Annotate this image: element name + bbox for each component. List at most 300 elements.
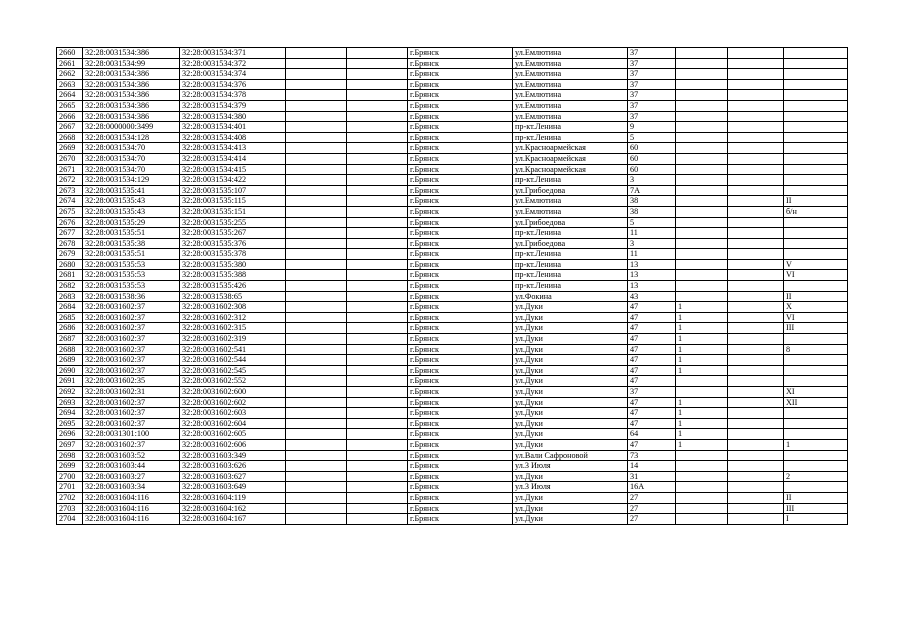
cell-premises-number [784,90,848,101]
cell-row-number: 2696 [57,429,83,440]
cell-city: г.Брянск [408,312,513,323]
cell-blank-cell-c [728,461,784,472]
cell-blank-cell-c [728,185,784,196]
cell-blank-cell-a [286,249,347,260]
cell-street: пр-кт.Ленина [513,249,628,260]
cell-cadastral-number: 32:28:0031602:312 [180,312,286,323]
cell-premises-number: III [784,323,848,334]
cell-cadastral-number: 32:28:0031603:627 [180,471,286,482]
cell-parent-cadastral-number: 32:28:0031602:37 [83,355,180,366]
cell-blank-cell-a [286,153,347,164]
table-row [57,100,848,111]
cell-premises-number [784,100,848,111]
cell-row-number: 2675 [57,206,83,217]
cell-building-number [676,48,728,59]
cell-blank-cell-a [286,344,347,355]
cell-cadastral-number: 32:28:0031604:119 [180,492,286,503]
cell-house-number: 47 [628,334,676,345]
cell-building-number [676,132,728,143]
cell-blank-cell-b [347,58,408,69]
cell-blank-cell-b [347,90,408,101]
cell-premises-number: VI [784,312,848,323]
cell-street: пр-кт.Ленина [513,270,628,281]
cell-house-number: 13 [628,270,676,281]
cell-parent-cadastral-number: 32:28:0031534:129 [83,175,180,186]
cell-premises-number [784,79,848,90]
cell-building-number [676,58,728,69]
cell-parent-cadastral-number: 32:28:0031604:116 [83,503,180,514]
cell-blank-cell-c [728,514,784,525]
cell-premises-number [784,175,848,186]
table-row [57,387,848,398]
cell-parent-cadastral-number: 32:28:0031535:53 [83,270,180,281]
cell-blank-cell-a [286,492,347,503]
cell-street: ул.Дуки [513,503,628,514]
cell-house-number: 37 [628,58,676,69]
cell-parent-cadastral-number: 32:28:0031535:29 [83,217,180,228]
cell-blank-cell-c [728,312,784,323]
cell-parent-cadastral-number: 32:28:0031534:128 [83,132,180,143]
cell-row-number: 2694 [57,408,83,419]
cell-row-number: 2698 [57,450,83,461]
cell-cadastral-number: 32:28:0031535:107 [180,185,286,196]
cell-blank-cell-a [286,143,347,154]
cell-cadastral-number: 32:28:0031602:544 [180,355,286,366]
cell-building-number [676,461,728,472]
cell-blank-cell-a [286,291,347,302]
cell-parent-cadastral-number: 32:28:0031603:34 [83,482,180,493]
cell-row-number: 2678 [57,238,83,249]
cell-building-number: 1 [676,302,728,313]
cell-blank-cell-c [728,418,784,429]
cell-blank-cell-b [347,450,408,461]
cell-premises-number [784,461,848,472]
cell-building-number [676,153,728,164]
cell-cadastral-number: 32:28:0031534:408 [180,132,286,143]
cell-premises-number: I [784,514,848,525]
cell-blank-cell-a [286,58,347,69]
cell-premises-number [784,334,848,345]
cell-premises-number [784,164,848,175]
cell-blank-cell-c [728,122,784,133]
cell-city: г.Брянск [408,334,513,345]
cell-row-number: 2664 [57,90,83,101]
cell-premises-number: II [784,492,848,503]
cell-building-number: 1 [676,312,728,323]
cell-parent-cadastral-number: 32:28:0031602:37 [83,397,180,408]
cell-cadastral-number: 32:28:0031534:378 [180,90,286,101]
cell-premises-number [784,122,848,133]
cell-house-number: 37 [628,111,676,122]
table-row [57,439,848,450]
cell-city: г.Брянск [408,482,513,493]
table-row [57,217,848,228]
cell-building-number [676,450,728,461]
cell-city: г.Брянск [408,196,513,207]
cell-street: ул.Красноармейская [513,143,628,154]
cell-row-number: 2702 [57,492,83,503]
cell-street: ул.Дуки [513,312,628,323]
table-row [57,281,848,292]
cell-row-number: 2700 [57,471,83,482]
cell-house-number: 47 [628,302,676,313]
table-row [57,249,848,260]
cell-blank-cell-a [286,439,347,450]
cell-street: ул.Дуки [513,323,628,334]
table-row [57,492,848,503]
cell-row-number: 2677 [57,228,83,239]
cell-blank-cell-b [347,344,408,355]
cell-blank-cell-a [286,100,347,111]
cell-house-number: 16А [628,482,676,493]
cell-row-number: 2681 [57,270,83,281]
cell-city: г.Брянск [408,206,513,217]
cell-row-number: 2676 [57,217,83,228]
cell-house-number: 11 [628,228,676,239]
cell-street: пр-кт.Ленина [513,122,628,133]
cell-blank-cell-b [347,503,408,514]
table-row [57,418,848,429]
table-row [57,143,848,154]
cell-cadastral-number: 32:28:0031602:603 [180,408,286,419]
cell-premises-number: XII [784,397,848,408]
cell-house-number: 37 [628,69,676,80]
cell-premises-number [784,376,848,387]
cell-building-number: 1 [676,334,728,345]
cell-cadastral-number: 32:28:0031535:376 [180,238,286,249]
cell-row-number: 2695 [57,418,83,429]
cell-blank-cell-c [728,196,784,207]
cell-city: г.Брянск [408,450,513,461]
cell-parent-cadastral-number: 32:28:0031602:37 [83,365,180,376]
cell-street: ул.Дуки [513,365,628,376]
cell-premises-number: X [784,302,848,313]
cell-blank-cell-c [728,291,784,302]
cell-house-number: 47 [628,397,676,408]
cell-parent-cadastral-number: 32:28:0031603:27 [83,471,180,482]
cell-blank-cell-b [347,175,408,186]
cell-house-number: 60 [628,143,676,154]
cell-blank-cell-c [728,79,784,90]
cell-building-number: 1 [676,365,728,376]
cell-street: ул.Емлютина [513,196,628,207]
cell-blank-cell-b [347,312,408,323]
cell-cadastral-number: 32:28:0031534:422 [180,175,286,186]
cell-parent-cadastral-number: 32:28:0031301:100 [83,429,180,440]
cell-blank-cell-a [286,79,347,90]
cell-blank-cell-c [728,429,784,440]
cell-premises-number: б/н [784,206,848,217]
cell-cadastral-number: 32:28:0031535:115 [180,196,286,207]
cell-house-number: 5 [628,217,676,228]
cell-blank-cell-b [347,471,408,482]
cell-blank-cell-a [286,217,347,228]
cell-blank-cell-c [728,90,784,101]
cell-blank-cell-a [286,281,347,292]
table-row [57,175,848,186]
cell-street: пр-кт.Ленина [513,259,628,270]
cell-cadastral-number: 32:28:0031602:308 [180,302,286,313]
cell-row-number: 2688 [57,344,83,355]
table-row [57,196,848,207]
cell-house-number: 60 [628,164,676,175]
cell-street: ул.Дуки [513,408,628,419]
cell-blank-cell-a [286,90,347,101]
cell-blank-cell-c [728,69,784,80]
cell-blank-cell-b [347,217,408,228]
cell-blank-cell-b [347,111,408,122]
cell-blank-cell-c [728,471,784,482]
cell-house-number: 3 [628,238,676,249]
cell-parent-cadastral-number: 32:28:0031534:70 [83,143,180,154]
cell-blank-cell-a [286,397,347,408]
cell-building-number [676,482,728,493]
cell-parent-cadastral-number: 32:28:0031602:37 [83,302,180,313]
cell-parent-cadastral-number: 32:28:0031602:37 [83,344,180,355]
cell-blank-cell-c [728,143,784,154]
cell-house-number: 31 [628,471,676,482]
cell-blank-cell-b [347,153,408,164]
cell-blank-cell-c [728,302,784,313]
cell-row-number: 2693 [57,397,83,408]
cell-parent-cadastral-number: 32:28:0000000:3499 [83,122,180,133]
table-row [57,69,848,80]
cell-blank-cell-b [347,461,408,472]
cell-building-number [676,387,728,398]
cell-cadastral-number: 32:28:0031602:319 [180,334,286,345]
table-row [57,408,848,419]
cell-parent-cadastral-number: 32:28:0031603:52 [83,450,180,461]
cell-blank-cell-c [728,344,784,355]
cell-blank-cell-b [347,259,408,270]
cell-parent-cadastral-number: 32:28:0031535:53 [83,281,180,292]
cell-blank-cell-b [347,514,408,525]
cell-city: г.Брянск [408,344,513,355]
cell-row-number: 2692 [57,387,83,398]
cell-blank-cell-b [347,323,408,334]
cell-house-number: 7А [628,185,676,196]
cell-house-number: 13 [628,281,676,292]
table-row [57,58,848,69]
cell-blank-cell-c [728,164,784,175]
cell-building-number [676,79,728,90]
cell-building-number [676,228,728,239]
cell-parent-cadastral-number: 32:28:0031535:51 [83,228,180,239]
cell-house-number: 64 [628,429,676,440]
cell-premises-number [784,408,848,419]
cell-house-number: 37 [628,90,676,101]
cell-building-number [676,270,728,281]
cell-blank-cell-b [347,270,408,281]
cell-blank-cell-c [728,482,784,493]
cell-street: ул.Емлютина [513,48,628,59]
cell-blank-cell-c [728,387,784,398]
cell-street: ул.Дуки [513,344,628,355]
cell-cadastral-number: 32:28:0031534:372 [180,58,286,69]
cell-building-number [676,143,728,154]
cell-house-number: 47 [628,418,676,429]
cell-blank-cell-a [286,461,347,472]
cell-premises-number: II [784,291,848,302]
cell-blank-cell-b [347,408,408,419]
cell-blank-cell-a [286,206,347,217]
cell-blank-cell-a [286,503,347,514]
cell-blank-cell-c [728,58,784,69]
table-row [57,514,848,525]
cell-parent-cadastral-number: 32:28:0031534:70 [83,164,180,175]
cell-cadastral-number: 32:28:0031602:600 [180,387,286,398]
cell-row-number: 2686 [57,323,83,334]
cell-city: г.Брянск [408,302,513,313]
cell-house-number: 37 [628,100,676,111]
cell-cadastral-number: 32:28:0031534:376 [180,79,286,90]
cell-blank-cell-a [286,312,347,323]
cell-cadastral-number: 32:28:0031534:413 [180,143,286,154]
cell-city: г.Брянск [408,249,513,260]
cell-row-number: 2672 [57,175,83,186]
cell-parent-cadastral-number: 32:28:0031602:37 [83,312,180,323]
cell-row-number: 2667 [57,122,83,133]
cell-street: пр-кт.Ленина [513,132,628,143]
cell-premises-number [784,153,848,164]
cell-blank-cell-c [728,334,784,345]
cell-building-number: 1 [676,408,728,419]
cell-blank-cell-c [728,217,784,228]
cell-city: г.Брянск [408,164,513,175]
cell-building-number [676,122,728,133]
cell-street: ул.Дуки [513,418,628,429]
cell-blank-cell-c [728,281,784,292]
cell-street: ул.3 Июля [513,482,628,493]
cell-premises-number: VI [784,270,848,281]
cell-city: г.Брянск [408,355,513,366]
cell-row-number: 2671 [57,164,83,175]
cell-blank-cell-b [347,238,408,249]
cell-blank-cell-c [728,132,784,143]
cell-parent-cadastral-number: 32:28:0031602:37 [83,334,180,345]
cell-street: ул.Грибоедова [513,185,628,196]
cell-blank-cell-c [728,439,784,450]
table-row [57,259,848,270]
cell-building-number [676,376,728,387]
cell-house-number: 11 [628,249,676,260]
cell-row-number: 2683 [57,291,83,302]
cell-parent-cadastral-number: 32:28:0031602:31 [83,387,180,398]
cell-house-number: 47 [628,312,676,323]
cell-city: г.Брянск [408,323,513,334]
cell-street: ул.Грибоедова [513,238,628,249]
cell-blank-cell-a [286,355,347,366]
table-row [57,90,848,101]
cell-house-number: 47 [628,439,676,450]
cell-row-number: 2662 [57,69,83,80]
cell-street: ул.Дуки [513,397,628,408]
cell-cadastral-number: 32:28:0031603:649 [180,482,286,493]
cell-house-number: 38 [628,206,676,217]
cell-cadastral-number: 32:28:0031602:605 [180,429,286,440]
cell-street: ул.Емлютина [513,206,628,217]
cell-blank-cell-b [347,196,408,207]
table-row [57,302,848,313]
cell-parent-cadastral-number: 32:28:0031604:116 [83,514,180,525]
table-row [57,471,848,482]
cell-premises-number [784,355,848,366]
cell-building-number [676,164,728,175]
cell-blank-cell-a [286,450,347,461]
cell-city: г.Брянск [408,217,513,228]
cell-street: ул.Красноармейская [513,153,628,164]
cell-house-number: 43 [628,291,676,302]
cell-blank-cell-a [286,48,347,59]
cell-row-number: 2682 [57,281,83,292]
table-row [57,185,848,196]
cell-premises-number [784,185,848,196]
cell-street: пр-кт.Ленина [513,175,628,186]
cell-premises-number [784,217,848,228]
cell-premises-number [784,143,848,154]
cell-house-number: 47 [628,355,676,366]
cell-cadastral-number: 32:28:0031602:545 [180,365,286,376]
cell-street: ул.Дуки [513,334,628,345]
cell-parent-cadastral-number: 32:28:0031534:70 [83,153,180,164]
cell-street: ул.Емлютина [513,79,628,90]
cell-house-number: 37 [628,48,676,59]
cell-blank-cell-a [286,376,347,387]
cell-premises-number [784,365,848,376]
cell-city: г.Брянск [408,238,513,249]
cell-city: г.Брянск [408,397,513,408]
cell-house-number: 73 [628,450,676,461]
cell-blank-cell-c [728,376,784,387]
cell-parent-cadastral-number: 32:28:0031534:386 [83,111,180,122]
cell-city: г.Брянск [408,281,513,292]
cell-street: ул.Дуки [513,439,628,450]
cell-cadastral-number: 32:28:0031604:167 [180,514,286,525]
cell-city: г.Брянск [408,514,513,525]
cell-row-number: 2690 [57,365,83,376]
cell-parent-cadastral-number: 32:28:0031534:386 [83,90,180,101]
cell-blank-cell-b [347,429,408,440]
cell-row-number: 2665 [57,100,83,111]
cell-parent-cadastral-number: 32:28:0031534:99 [83,58,180,69]
cell-blank-cell-b [347,228,408,239]
cell-cadastral-number: 32:28:0031535:151 [180,206,286,217]
cell-city: г.Брянск [408,79,513,90]
cell-blank-cell-a [286,387,347,398]
cell-blank-cell-c [728,238,784,249]
cell-house-number: 27 [628,514,676,525]
cell-street: ул.Дуки [513,355,628,366]
cell-row-number: 2679 [57,249,83,260]
cell-city: г.Брянск [408,111,513,122]
cell-street: пр-кт.Ленина [513,228,628,239]
cell-cadastral-number: 32:28:0031535:255 [180,217,286,228]
cell-city: г.Брянск [408,132,513,143]
cell-premises-number: III [784,503,848,514]
table-row [57,397,848,408]
table-body [57,48,848,525]
cell-cadastral-number: 32:28:0031535:378 [180,249,286,260]
cell-blank-cell-b [347,164,408,175]
cell-blank-cell-a [286,164,347,175]
cell-blank-cell-c [728,48,784,59]
cell-blank-cell-c [728,397,784,408]
cell-building-number [676,185,728,196]
cell-row-number: 2689 [57,355,83,366]
cell-building-number [676,291,728,302]
cell-street: ул.Емлютина [513,58,628,69]
cell-row-number: 2704 [57,514,83,525]
